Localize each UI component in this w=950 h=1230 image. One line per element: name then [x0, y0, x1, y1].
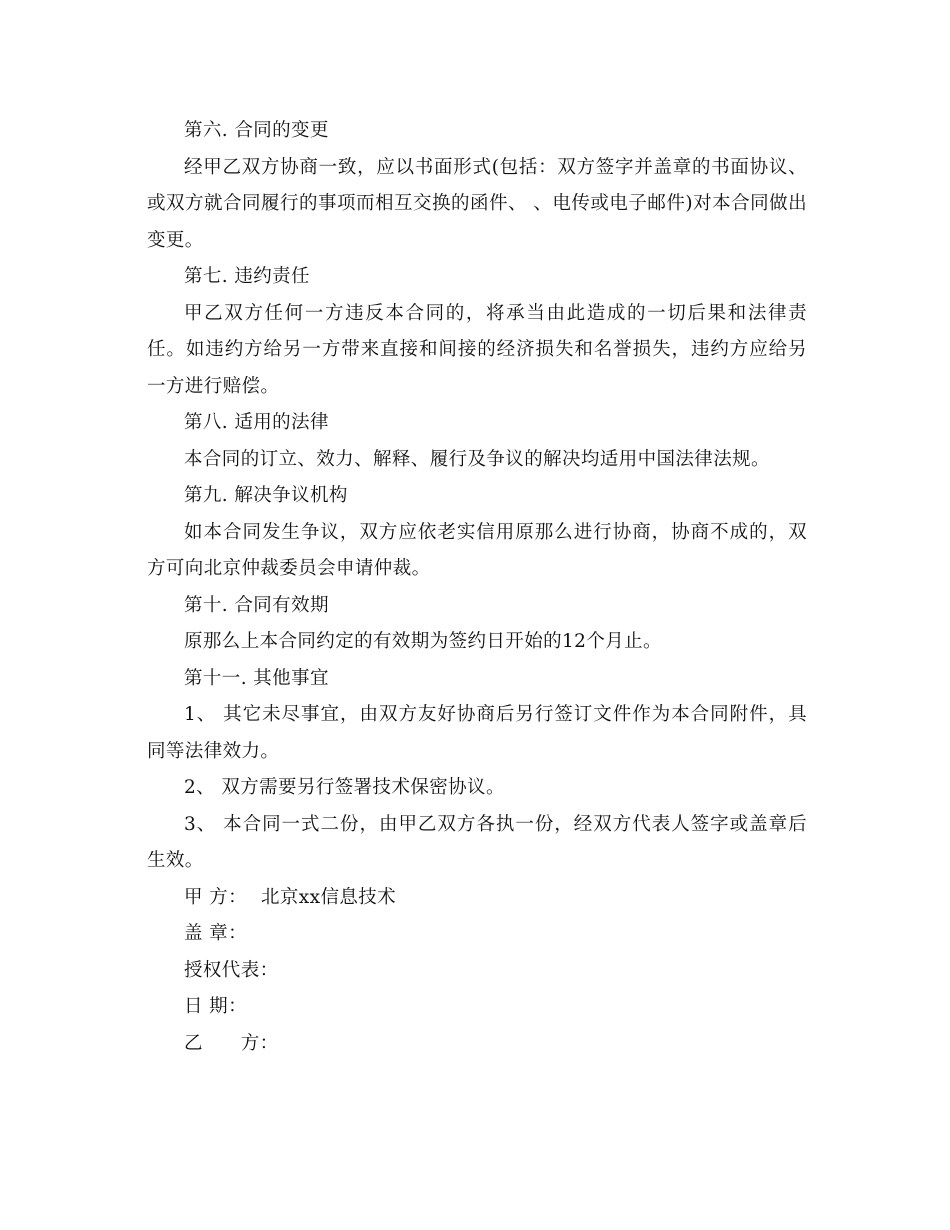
section-11-item-1: 1、 其它未尽事宜，由双方友好协商后另行签订文件作为本合同附件，具同等法律效力。: [147, 704, 807, 762]
section-heading-7: 第七. 违约责任: [184, 266, 310, 287]
section-heading-11: 第十一. 其他事宜: [184, 667, 329, 689]
section-7-paragraph: 甲乙双方任何一方违反本合同的，将承当由此造成的一切后果和法律责任。如违约方给另一方带来直接和间接的经济损失和名誉损失，违约方应给另一方进行赔偿。: [147, 302, 807, 397]
section-8-paragraph: 本合同的订立、效力、解释、履行及争议的解决均适用中国法律法规。: [184, 448, 770, 470]
party-b-row: [147, 1026, 807, 1063]
section-6-paragraph: 经甲乙双方协商一致，应以书面形式(包括：双方签字并盖章的书面协议、或双方就合同履行的事项而相互交换的函件、 、电传或电子邮件)对本合同做出变更。: [147, 156, 807, 251]
section-heading-10: 第十. 合同有效期: [184, 594, 329, 616]
party-a-row: [147, 880, 807, 917]
section-11-item-3: 3、 本合同一式二份，由甲乙双方各执一份，经双方代表人签字或盖章后生效。: [147, 813, 807, 871]
document-body: [147, 113, 807, 1062]
section-11-item-2: 2、 双方需要另行签署技术保密协议。: [184, 777, 505, 798]
party-a-name: 北京xx信息技术: [260, 886, 397, 908]
section-9-paragraph: 如本合同发生争议，双方应依老实信用原那么进行协商，协商不成的，双方可向北京仲裁委员会申请仲裁。: [147, 521, 807, 579]
section-10-paragraph: 原那么上本合同约定的有效期为签约日开始的12个月止。: [184, 631, 662, 652]
date-row: [147, 989, 807, 1026]
party-a-label: 甲 方：: [184, 886, 247, 908]
section-heading-6: 第六. 合同的变更: [184, 120, 329, 141]
section-heading-8: 第八. 适用的法律: [184, 412, 329, 433]
seal-row: [147, 916, 807, 953]
representative-row: [147, 953, 807, 990]
representative-label: 授权代表：: [184, 959, 279, 981]
date-label: 日 期：: [184, 996, 247, 1017]
party-b-label: 乙 方：: [184, 1032, 279, 1054]
section-heading-9: 第九. 解决争议机构: [184, 485, 348, 506]
seal-label: 盖 章：: [184, 923, 247, 944]
